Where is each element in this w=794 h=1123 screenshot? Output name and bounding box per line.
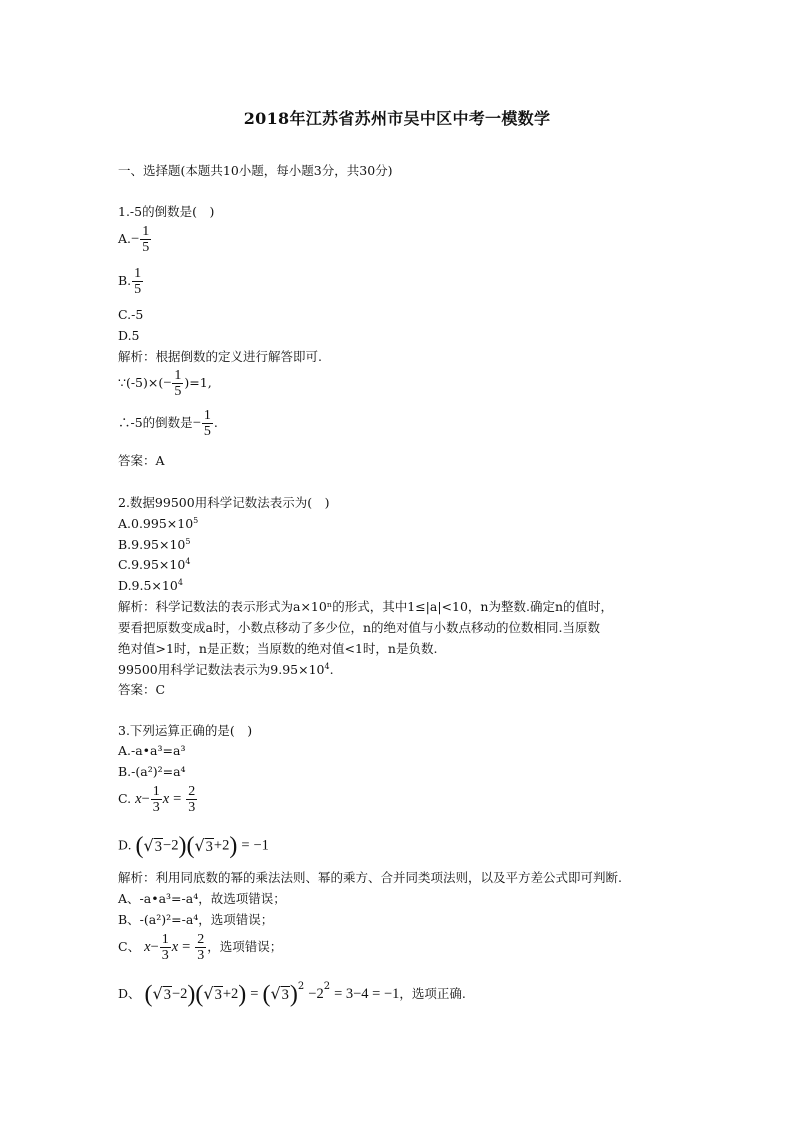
left-paren: ( [186,833,195,859]
exponent: 5 [185,537,191,546]
q3-option-a: A.-a•a³=a³ [118,743,186,758]
radicand: 3 [154,838,162,855]
minus-sign: − [131,231,140,247]
minus-sign: − [163,375,172,391]
right-paren: ) [187,981,196,1008]
q2-analysis-line-1: 解析：科学记数法的表示形式为a×10ⁿ的形式，其中1≤|a|<10，n为整数.确定n的值时， [118,599,613,614]
fraction [132,266,143,297]
q1-answer: 答案：A [118,453,165,468]
q2-analysis-line-4 [118,661,334,679]
analysis-text: 99500用科学记数法表示为9.95×10 [118,662,325,677]
variable: x [171,939,179,955]
square-root [153,985,172,1004]
q1-step-1 [118,368,212,399]
exponent: 4 [324,662,330,671]
result: −1 [253,837,269,854]
q1-option-d: D.5 [118,328,140,343]
q3-reason-a: A、-a•a³=-a⁴，故选项错误； [118,891,286,906]
fraction [160,932,171,963]
step-text: ∵(-5)×( [118,375,164,390]
exponent: 4 [185,557,191,566]
fraction-numerator: 2 [188,784,196,799]
q2-option-a [118,515,198,533]
plus-sign: + [222,986,232,1002]
q1-analysis: 解析：根据倒数的定义进行解答即可. [118,349,322,364]
square-root [203,985,222,1004]
radical-sign-icon: √ [270,984,281,1003]
section-heading: 一、选择题(本题共10小题，每小题3分，共30分) [118,163,393,178]
fraction-denominator: 5 [134,282,142,297]
fraction-denominator: 5 [203,424,211,439]
fraction [195,932,206,963]
step-text: ∴-5的倒数是 [118,415,193,430]
square-root [194,837,213,856]
option-text: D.9.5×10 [118,578,178,593]
q3-option-b: B.-(a²)²=a⁴ [118,764,186,779]
q1-step-2 [118,408,218,439]
fraction-denominator: 5 [142,240,150,255]
number: 2 [180,986,188,1002]
fraction-denominator: 5 [174,384,182,399]
q1-option-b-label: B. [118,273,132,288]
fraction-numerator: 1 [142,224,150,239]
radicand: 3 [205,838,213,855]
left-paren: ( [262,981,271,1008]
option-text: A.0.995×10 [118,516,194,531]
fraction-numerator: 1 [203,408,211,423]
analysis-text: . [329,662,334,677]
variable: x [144,939,151,955]
fraction [186,784,197,815]
q3-reason-c [118,932,282,963]
radicand: 3 [163,987,171,1003]
option-label: D. [118,837,132,853]
square-root [144,837,163,856]
equals-sign: = [250,986,259,1002]
fraction [202,408,213,439]
number: 2 [222,837,230,854]
right-paren: ) [178,833,187,859]
left-paren: ( [144,981,153,1008]
exponent: 4 [177,578,183,587]
q1-option-b [118,266,144,297]
q2-stem: 2.数据99500用科学记数法表示为( ) [118,495,330,510]
radicand: 3 [214,987,222,1003]
q2-option-c [118,556,190,574]
fraction [151,784,162,815]
fraction-numerator: 1 [152,784,160,799]
reason-label: D、 [118,986,141,1001]
fraction [140,224,151,255]
fraction-numerator: 1 [161,932,169,947]
exponent: 2 [297,981,305,992]
minus-sign: − [171,986,181,1002]
fraction [172,368,183,399]
q3-analysis: 解析：利用同底数的幂的乘法法则、幂的乘方、合并同类项法则，以及平方差公式即可判断. [118,870,622,885]
number: 2 [171,837,179,854]
fraction-denominator: 3 [152,800,160,815]
minus-sign: − [192,415,201,431]
q3-reason-b: B、-(a²)²=-a⁴，选项错误； [118,912,274,927]
minus-term: −2 [308,986,324,1002]
radicand: 3 [281,987,289,1003]
reason-text: ，选项错误； [207,939,283,954]
right-paren: ) [229,833,238,859]
exponent: 5 [193,516,199,525]
option-label: C. [118,791,132,806]
radical-sign-icon: √ [203,984,214,1003]
square-root [270,985,289,1004]
fraction-numerator: 1 [174,368,182,383]
q1-option-c: C.-5 [118,307,144,322]
variable: x [162,791,170,807]
plus-sign: + [213,837,223,854]
equals-sign: = [241,837,250,854]
page-title: 2018年江苏省苏州市吴中区中考一模数学 [243,109,551,128]
fraction-denominator: 3 [197,948,205,963]
q3-reason-d [118,978,466,1007]
q3-stem: 3.下列运算正确的是( ) [118,723,253,738]
q1-stem: 1.-5的倒数是( ) [118,204,215,219]
option-text: C.9.95×10 [118,557,186,572]
exponent: 2 [323,981,331,992]
radical-sign-icon: √ [143,835,154,855]
equals-sign: = [173,791,182,807]
radical-sign-icon: √ [152,984,163,1003]
step-text: . [213,415,218,430]
q2-answer: 答案：C [118,682,166,697]
q3-option-d [118,834,269,858]
radical-sign-icon: √ [194,835,205,855]
fraction-denominator: 3 [188,800,196,815]
reason-text: ，选项正确. [399,986,466,1001]
minus-sign: − [150,939,159,955]
q2-option-b [118,536,190,554]
step-text: )=1, [184,375,212,390]
variable: x [135,791,142,807]
fraction-numerator: 2 [197,932,205,947]
number: 2 [231,986,239,1002]
q2-analysis-line-3: 绝对值>1时，n是正数；当原数的绝对值<1时，n是负数. [118,641,438,656]
fraction-numerator: 1 [134,266,142,281]
left-paren: ( [195,981,204,1008]
fraction-denominator: 3 [161,948,169,963]
equals-sign: = [182,939,191,955]
right-paren: ) [238,981,247,1008]
q1-option-a-label: A. [118,231,132,246]
minus-sign: − [163,837,172,854]
q1-option-a [118,224,152,255]
result-chain: = 3−4 = −1 [334,986,400,1002]
right-paren: ) [289,981,298,1008]
q2-option-d [118,577,183,595]
left-paren: ( [135,833,144,859]
reason-label: C、 [118,939,141,954]
minus-sign: − [141,791,150,807]
option-text: B.9.95×10 [118,537,186,552]
q3-option-c [118,784,198,815]
q2-analysis-line-2: 要看把原数变成a时，小数点移动了多少位，n的绝对值与小数点移动的位数相同.当原数 [118,620,600,635]
